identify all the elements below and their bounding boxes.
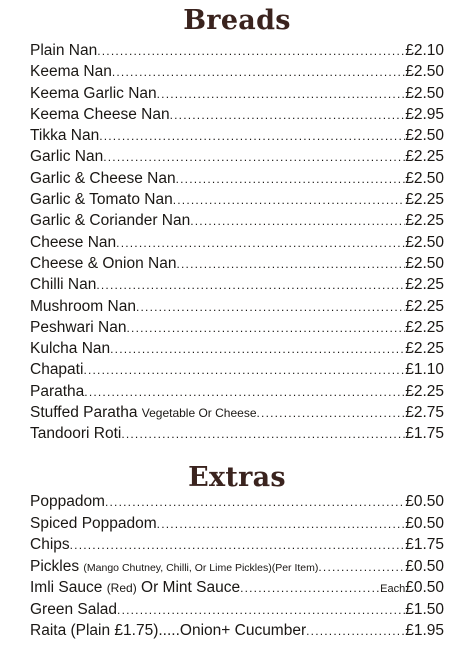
item-price: £2.25 [405, 318, 444, 336]
item-note: (Mango Chutney, Chilli, Or Lime Pickles)(Per Item) [83, 561, 319, 574]
menu-item [30, 620, 444, 642]
dot-leader [306, 621, 405, 643]
menu-item [30, 513, 444, 535]
item-price: £2.50 [405, 233, 444, 251]
dot-leader [176, 169, 406, 190]
menu-item [30, 83, 444, 104]
item-name: Garlic & Coriander Nan [30, 212, 191, 230]
item-name: Kulcha Nan [30, 340, 111, 358]
item-name [30, 556, 318, 580]
dot-leader [176, 254, 405, 275]
menu-item [30, 274, 444, 295]
dot-leader [117, 600, 405, 622]
extras-heading: Extras [188, 462, 286, 493]
dot-leader [96, 275, 405, 296]
item-name: Garlic Nan [30, 148, 104, 166]
item-name-text-2: Or Mint Sauce [141, 579, 241, 596]
dot-leader [97, 41, 405, 62]
item-name: Cheese Nan [30, 233, 117, 251]
menu-item [30, 577, 444, 599]
dot-leader [318, 557, 405, 579]
item-name: Raita (Plain £1.75).....Onion+ Cucumber [30, 622, 307, 639]
menu-item [30, 40, 444, 61]
item-name: Keema Garlic Nan [30, 84, 157, 102]
item-name: Garlic & Tomato Nan [30, 191, 173, 209]
menu-item [30, 317, 444, 338]
menu-item [30, 599, 444, 621]
item-price: £2.95 [405, 105, 444, 123]
item-name: Mushroom Nan [30, 297, 136, 315]
dot-leader [105, 492, 405, 514]
menu-item [30, 556, 444, 578]
dot-leader [240, 578, 380, 600]
item-name: Keema Nan [30, 63, 112, 81]
item-name-text: Stuffed Paratha [30, 404, 138, 422]
menu-item [30, 402, 444, 423]
item-price: £2.25 [405, 148, 444, 166]
each-label: Each [380, 583, 406, 595]
dot-leader [157, 514, 406, 536]
item-name: Keema Cheese Nan [30, 105, 170, 123]
menu-item [30, 534, 444, 556]
menu-item [30, 210, 444, 231]
extras-list [30, 491, 444, 642]
dot-leader [157, 84, 406, 105]
dot-leader [121, 424, 405, 445]
item-name: Chilli Nan [30, 276, 97, 294]
dot-leader [136, 297, 405, 318]
item-name: Tandoori Roti [30, 425, 122, 443]
item-price: £0.50 [405, 514, 444, 532]
item-price: £2.50 [405, 169, 444, 187]
dot-leader [110, 339, 405, 360]
item-name: Chapati [30, 361, 84, 379]
menu-item [30, 168, 444, 189]
item-price: £2.25 [405, 212, 444, 230]
dot-leader [170, 105, 406, 126]
item-name [30, 577, 240, 600]
dot-leader [99, 126, 405, 147]
item-price: £2.25 [405, 276, 444, 294]
item-price: £1.75 [405, 536, 444, 553]
item-note: (Red) [106, 581, 137, 595]
menu-item [30, 125, 444, 146]
menu-item [30, 253, 444, 274]
item-price: £2.50 [405, 63, 444, 81]
menu-item [30, 359, 444, 380]
item-name: Chips [30, 536, 70, 553]
item-name: Paratha [30, 382, 85, 400]
item-price: £2.50 [405, 127, 444, 145]
menu-item [30, 491, 444, 513]
dot-leader [70, 535, 406, 557]
item-price: £1.75 [405, 425, 444, 443]
item-note: Vegetable Or Cheese [141, 406, 257, 421]
item-price: £0.50 [405, 493, 444, 510]
item-name: Spiced Poppadom [30, 514, 157, 532]
menu-item [30, 146, 444, 167]
item-name: Poppadom [30, 493, 105, 510]
item-name: Garlic & Cheese Nan [30, 169, 176, 187]
breads-heading: Breads [183, 5, 291, 36]
menu-item [30, 338, 444, 359]
item-price: £1.95 [405, 622, 444, 639]
item-price: £2.75 [405, 404, 444, 422]
item-price: £1.50 [405, 600, 444, 618]
menu-item [30, 296, 444, 317]
item-name: Cheese & Onion Nan [30, 254, 177, 272]
menu-item [30, 232, 444, 253]
item-price: £2.50 [405, 84, 444, 102]
breads-list [30, 40, 444, 445]
item-price: £2.10 [405, 42, 444, 59]
dot-leader [190, 211, 405, 232]
item-name: Peshwari Nan [30, 318, 127, 336]
dot-leader [257, 403, 406, 424]
item-price: £0.50 [405, 579, 444, 596]
menu-item [30, 189, 444, 210]
item-price: £1.10 [405, 361, 444, 379]
dot-leader [127, 318, 406, 339]
item-name [30, 402, 257, 424]
dot-leader [83, 360, 405, 381]
menu-item [30, 104, 444, 125]
item-price: £0.50 [405, 557, 444, 575]
menu-item [30, 61, 444, 82]
item-price: £2.25 [405, 297, 444, 315]
dot-leader [112, 62, 405, 83]
item-name: Plain Nan [30, 42, 98, 59]
dot-leader [103, 147, 405, 168]
dot-leader [173, 190, 405, 211]
dot-leader [116, 233, 405, 254]
item-price: £2.25 [405, 340, 444, 358]
item-price: £2.25 [405, 382, 444, 400]
menu-item [30, 423, 444, 444]
menu-item [30, 381, 444, 402]
item-name-text: Imli Sauce [30, 579, 103, 596]
item-name: Green Salad [30, 600, 118, 618]
item-price: £2.50 [405, 254, 444, 272]
item-price: £2.25 [405, 191, 444, 209]
item-name-text: Pickles [30, 557, 80, 575]
item-name: Tikka Nan [30, 127, 100, 145]
dot-leader [84, 382, 405, 403]
